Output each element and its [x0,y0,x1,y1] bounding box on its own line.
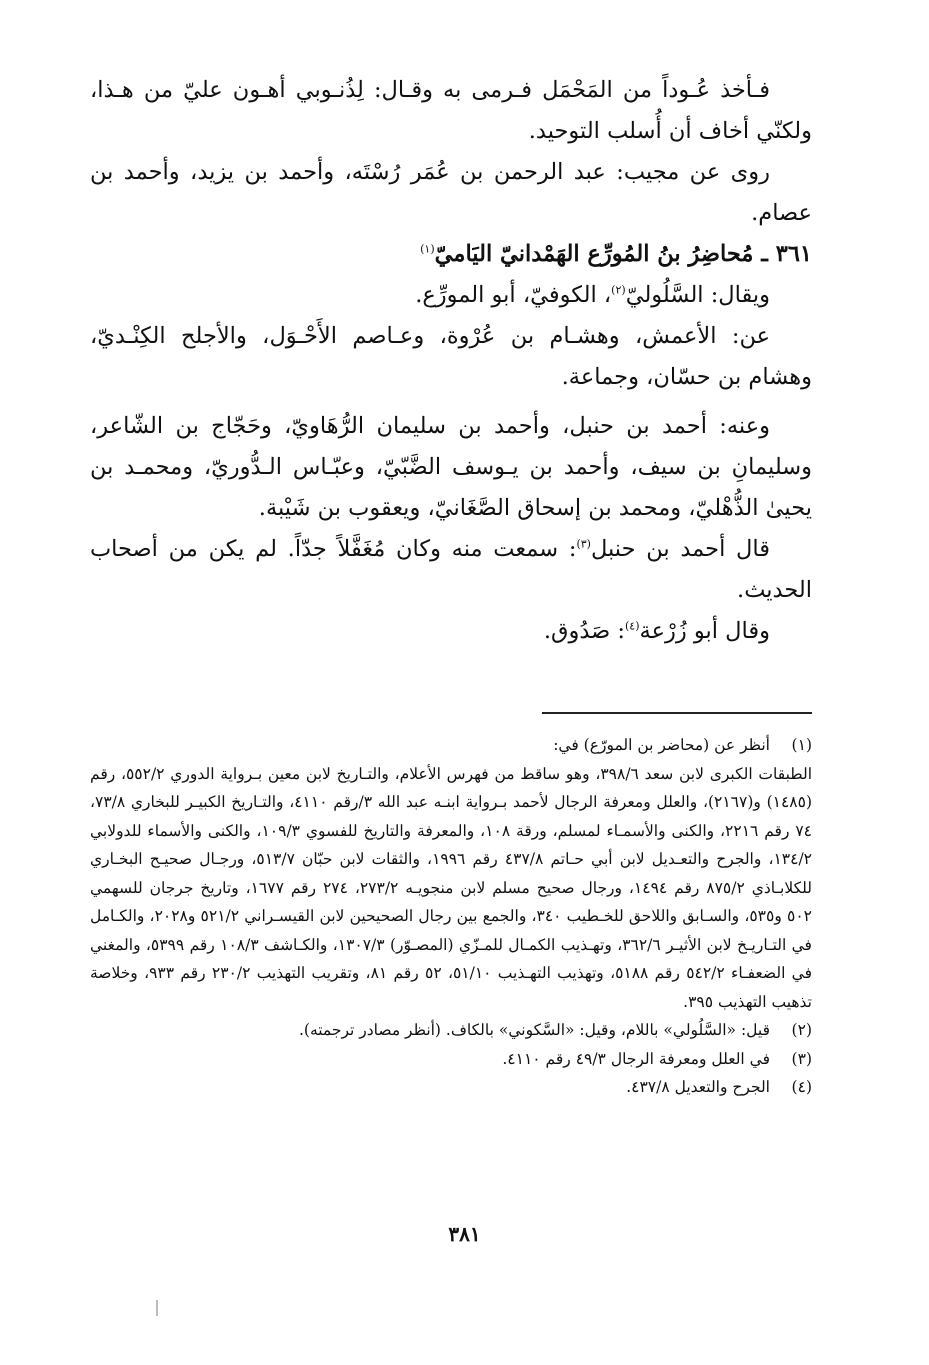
footnote-number: (٢) [791,1021,812,1039]
footnote-separator [542,712,812,714]
entry-heading [90,234,812,275]
paragraph-2: روى عن مجيب: عبد الرحمن بن عُمَر رُسْتَه، وأحمد بن يزيد، وأحمد بن عصام. [90,159,812,226]
footnote-text: قيل: «السَّلُولي» باللام، وقيل: «السَّكوني» بالكاف. (أنظر مصادر ترجمته). [298,1021,770,1039]
footnote-number: (١) [791,736,812,754]
paragraph-7 [90,611,812,652]
paragraph-3 [90,275,812,316]
paragraph-3-part-a: ويقال: السَّلُوليّ [625,282,770,308]
footnote-2 [90,1016,812,1045]
footnote-text: الطبقات الكبرى لابن سعد ٣٩٨/٦، وهو ساقط من فهرس الأعلام، والتـاريخ لابن معين بـرواية الدوري ٥٥٢/٢، رقم (١٤٨٥) و(٢١٦٧)، والعلل ومعرفة الرجال لأحمد بـرواية ابنـه عبد الله ٣/رقم ٤١١٠، والتـاريخ الكبيـر للبخاري ٧٣/٨، ٧٤ رقم ٢٢١٦، والكنى والأسمـاء لمسلم، ورقة ١٠٨، والمعرفة والتاريخ للفسوي ١٠٩/٣، والكنى والأسماء للدولابي ١٣٤/٢، والجرح والتعـديل لابن أبي حـاتم ٤٣٧/٨ رقم ١٩٩٦، والثقات لابن حبّان ٥١٣/٧، ورجـال صحيـح البخـاري للكلابـاذي ٨٧٥/٢ رقم ١٤٩٤، ورجال صحيح مسلم لابن منجويـه ٢٧٣/٢، ٢٧٤ رقم ١٦٧٧، وتاريخ جرجان للسهمي ٥٠٢ و٥٣٥، والسـابق واللاحق للخـطيب ٣٤٠، والجمع بين رجال الصحيحين لابن القيسـراني ٥٢١/٢ و٢٠٢٨، والكـامل في التـاريـخ لابن الأثيـر ٣٦٢/٦، وتهـذيب الكمـال للمـزّي (المصـوّر) ١٣٠٧/٣، والكـاشف ١٠٨/٣ رقم ٥٣٩٩، والمغني في الضعفـاء ٥٤٢/٢ رقم ٥١٨٨، وتهذيب التهـذيب ٥١/١٠، ٥٢ رقم ٨١، وتقريب التهذيب ٢٣٠/٢ رقم ٩٣٣، وخلاصة تذهيب التهذيب ٣٩٥. [90,764,813,1011]
footnote-1 [90,731,812,1016]
footnote-heading: أنظر عن (محاضر بن المورّع) في: [553,736,770,754]
paragraph-3-part-b: ، الكوفيّ، أبو المورِّع. [415,282,612,308]
paragraph-6 [90,529,812,611]
footnotes [90,731,812,1102]
footnote-number: (٣) [791,1049,812,1068]
footnote-text: الجرح والتعديل ٤٣٧/٨. [626,1078,770,1096]
paragraph-6-part-a: قال أحمد بن حنبل [590,536,771,562]
paragraph-1: فـأخذ عُـوداً من المَحْمَل فـرمى به وقـال: لِذُنـوبي أهـون عليّ من هـذا، ولكنّي أخاف أن أُسلب التوحيد. [90,77,812,144]
footnote-ref-2: (٢) [611,283,626,297]
footnote-3 [90,1045,812,1074]
footnote-ref-3: (٣) [576,537,591,551]
entry-heading-text: ٣٦١ ـ مُحاضِرُ بنُ المُورِّع الهَمْدانيّ اليَاميّ [434,241,812,267]
footnote-ref-1: (١) [420,242,435,256]
footnote-number: (٤) [791,1078,812,1096]
footnote-4 [90,1073,812,1102]
paragraph-5: وعنه: أحمد بن حنبل، وأحمد بن سليمان الرُّهَاويّ، وحَجّاج بن الشّاعر، وسليمانِ بن سيف، وأحمد بن يـوسف الضَّبّيّ، وعبّـاس الـدُّوريّ، ومحمـد بن يحيىٰ الذُّهْليّ، ومحمد بن إسحاق الصَّغَانيّ، ويعقوب بن شَيْبة. [90,413,812,521]
main-text [90,70,812,652]
footnote-ref-4: (٤) [624,619,640,633]
footnote-text: في العلل ومعرفة الرجال ٤٩/٣ رقم ٤١١٠. [502,1049,770,1068]
paragraph-4: عن: الأعمش، وهشـام بن عُرْوة، وعـاصم الأَحْـوَل، والأجلح الكِنْـديّ، وهشام بن حسّان، وجماعة. [90,323,812,390]
page-number: ٣٨١ [448,1222,481,1246]
paragraph-7-part-b: : صَدُوق. [543,618,625,644]
scan-mark [156,1300,158,1316]
paragraph-7-part-a: وقال أبو زُرْعة [639,618,770,644]
paragraph-6-part-b: : سمعت منه وكان مُغَفَّلاً جدّاً. لم يكن من أصحاب الحديث. [90,536,812,603]
